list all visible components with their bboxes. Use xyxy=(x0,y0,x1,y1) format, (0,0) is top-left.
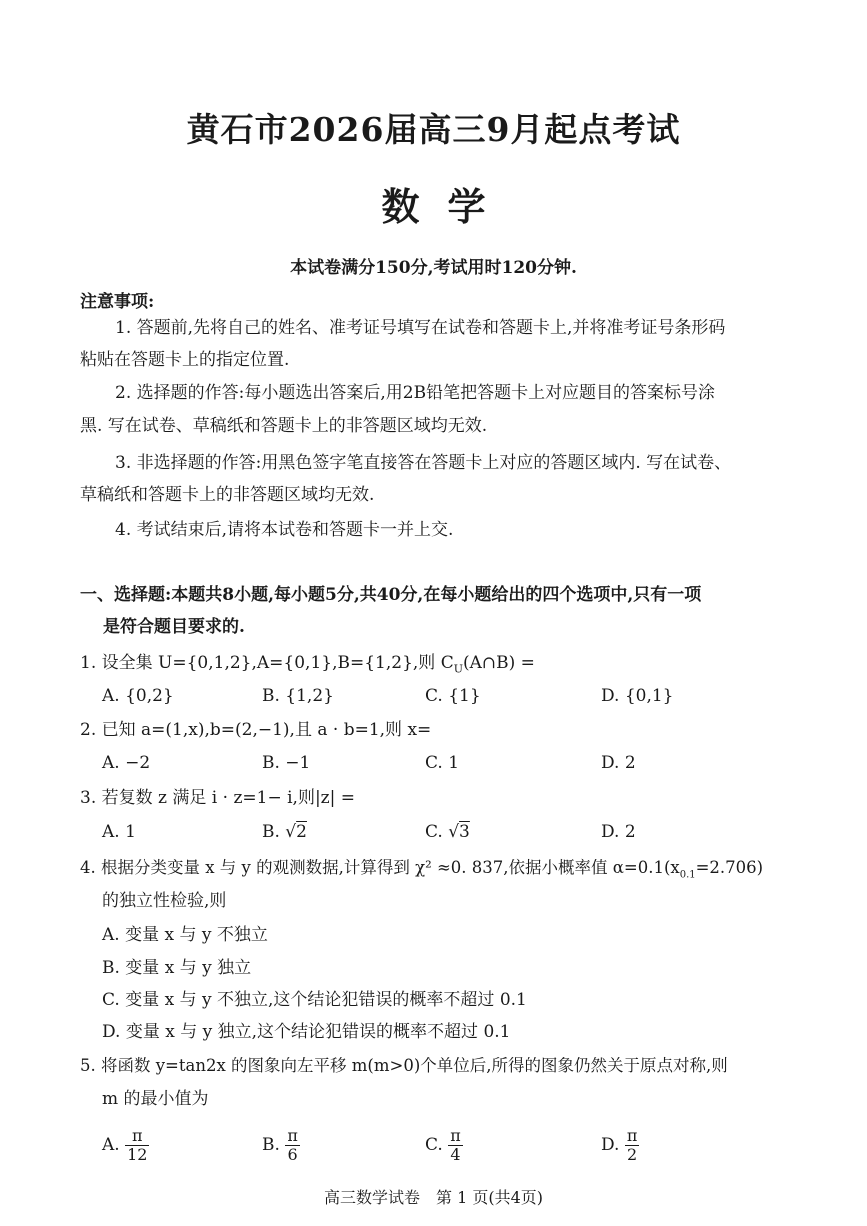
question-2-option-d: D. 2 xyxy=(601,753,636,773)
note-2-line-2: 黑. 写在试卷、草稿纸和答题卡上的非答题区域均无效. xyxy=(80,416,488,436)
score-line: 本试卷满分150分,考试用时120分钟. xyxy=(290,258,577,278)
section-1-heading-line-1: 一、选择题:本题共8小题,每小题5分,共40分,在每小题给出的四个选项中,只有一项 xyxy=(80,585,702,605)
question-5-option-b-fraction xyxy=(285,1127,300,1164)
question-5-option-a xyxy=(102,1127,149,1164)
question-3-option-b xyxy=(262,820,307,844)
question-3-option-b-radicand: 2 xyxy=(296,822,307,842)
question-4-subscript: 0.1 xyxy=(679,869,696,881)
fraction-numerator: π xyxy=(450,1126,461,1145)
question-3-option-d: D. 2 xyxy=(601,822,636,842)
question-4-stem-text: 4. 根据分类变量 x 与 y 的观测数据,计算得到 χ² ≈0. 837,依据小概率值 α=0.1(x xyxy=(80,858,680,877)
note-3-line-2: 草稿纸和答题卡上的非答题区域均无效. xyxy=(80,485,375,505)
question-5-stem-line-2: m 的最小值为 xyxy=(102,1089,209,1109)
question-5-option-c-fraction xyxy=(448,1127,463,1164)
fraction-denominator: 6 xyxy=(287,1145,298,1164)
question-4-stem-end: =2.706) xyxy=(695,858,764,877)
question-3-option-b-prefix: B. √ xyxy=(262,822,297,842)
fraction-denominator: 4 xyxy=(450,1145,461,1164)
question-5-option-d-label: D. xyxy=(601,1135,620,1155)
subject-title: 数学 xyxy=(381,184,514,229)
question-1-option-b: B. {1,2} xyxy=(262,686,334,706)
question-1-stem-text: 1. 设全集 U={0,1,2},A={0,1},B={1,2},则 C xyxy=(80,653,454,673)
question-5-option-c xyxy=(425,1127,463,1164)
notes-heading: 注意事项: xyxy=(80,292,155,312)
question-2-stem: 2. 已知 a=(1,x),b=(2,−1),且 a · b=1,则 x= xyxy=(80,720,432,740)
question-2-option-b: B. −1 xyxy=(262,753,311,773)
question-4-option-b: B. 变量 x 与 y 独立 xyxy=(102,958,252,978)
fraction-denominator: 12 xyxy=(127,1145,148,1164)
question-5-option-b-label: B. xyxy=(262,1135,280,1155)
question-2-option-a: A. −2 xyxy=(102,753,151,773)
page-footer: 高三数学试卷 第 1 页(共4页) xyxy=(323,1188,544,1207)
question-4-stem-line-1 xyxy=(80,856,763,887)
question-3-option-c xyxy=(425,820,470,844)
question-4-option-d: D. 变量 x 与 y 独立,这个结论犯错误的概率不超过 0.1 xyxy=(102,1022,511,1042)
question-1-option-d: D. {0,1} xyxy=(601,686,674,706)
question-1-option-a: A. {0,2} xyxy=(102,686,174,706)
question-4-option-c: C. 变量 x 与 y 不独立,这个结论犯错误的概率不超过 0.1 xyxy=(102,990,527,1010)
question-3-stem: 3. 若复数 z 满足 i · z=1− i,则|z| = xyxy=(80,788,356,808)
section-1-heading-line-2: 是符合题目要求的. xyxy=(103,617,245,637)
question-4-stem-line-2: 的独立性检验,则 xyxy=(102,891,227,911)
question-5-option-c-label: C. xyxy=(425,1135,443,1155)
question-2-option-c: C. 1 xyxy=(425,753,460,773)
fraction-denominator: 2 xyxy=(627,1145,638,1164)
question-3-option-a: A. 1 xyxy=(102,822,136,842)
question-5-option-d-fraction xyxy=(625,1127,640,1164)
question-1-subscript: U xyxy=(453,662,463,676)
question-1-stem xyxy=(80,651,535,681)
exam-title: 黄石市2026届高三9月起点考试 xyxy=(186,110,681,149)
question-1-stem-end: (A∩B) = xyxy=(462,653,535,673)
question-3-option-c-prefix: C. √ xyxy=(425,822,460,842)
question-5-option-d xyxy=(601,1127,639,1164)
note-1-line-1: 1. 答题前,先将自己的姓名、准考证号填写在试卷和答题卡上,并将准考证号条形码 xyxy=(115,318,726,338)
fraction-numerator: π xyxy=(125,1127,149,1146)
note-3-line-1: 3. 非选择题的作答:用黑色签字笔直接答在答题卡上对应的答题区域内. 写在试卷、 xyxy=(115,453,732,473)
question-1-option-c: C. {1} xyxy=(425,686,481,706)
note-2-line-1: 2. 选择题的作答:每小题选出答案后,用2B铅笔把答题卡上对应题目的答案标号涂 xyxy=(115,383,716,403)
note-1-line-2: 粘贴在答题卡上的指定位置. xyxy=(80,350,290,370)
question-5-option-b xyxy=(262,1127,300,1164)
note-4: 4. 考试结束后,请将本试卷和答题卡一并上交. xyxy=(115,520,454,540)
fraction-numerator: π xyxy=(287,1126,298,1145)
question-5-stem-line-1: 5. 将函数 y=tan2x 的图象向左平移 m(m>0)个单位后,所得的图象仍然关于原点对称,则 xyxy=(80,1056,728,1075)
question-5-option-a-fraction xyxy=(125,1127,149,1164)
fraction-numerator: π xyxy=(626,1126,638,1145)
question-4-option-a: A. 变量 x 与 y 不独立 xyxy=(102,925,268,945)
question-5-option-a-label: A. xyxy=(102,1135,120,1155)
question-3-option-c-radicand: 3 xyxy=(459,822,470,842)
